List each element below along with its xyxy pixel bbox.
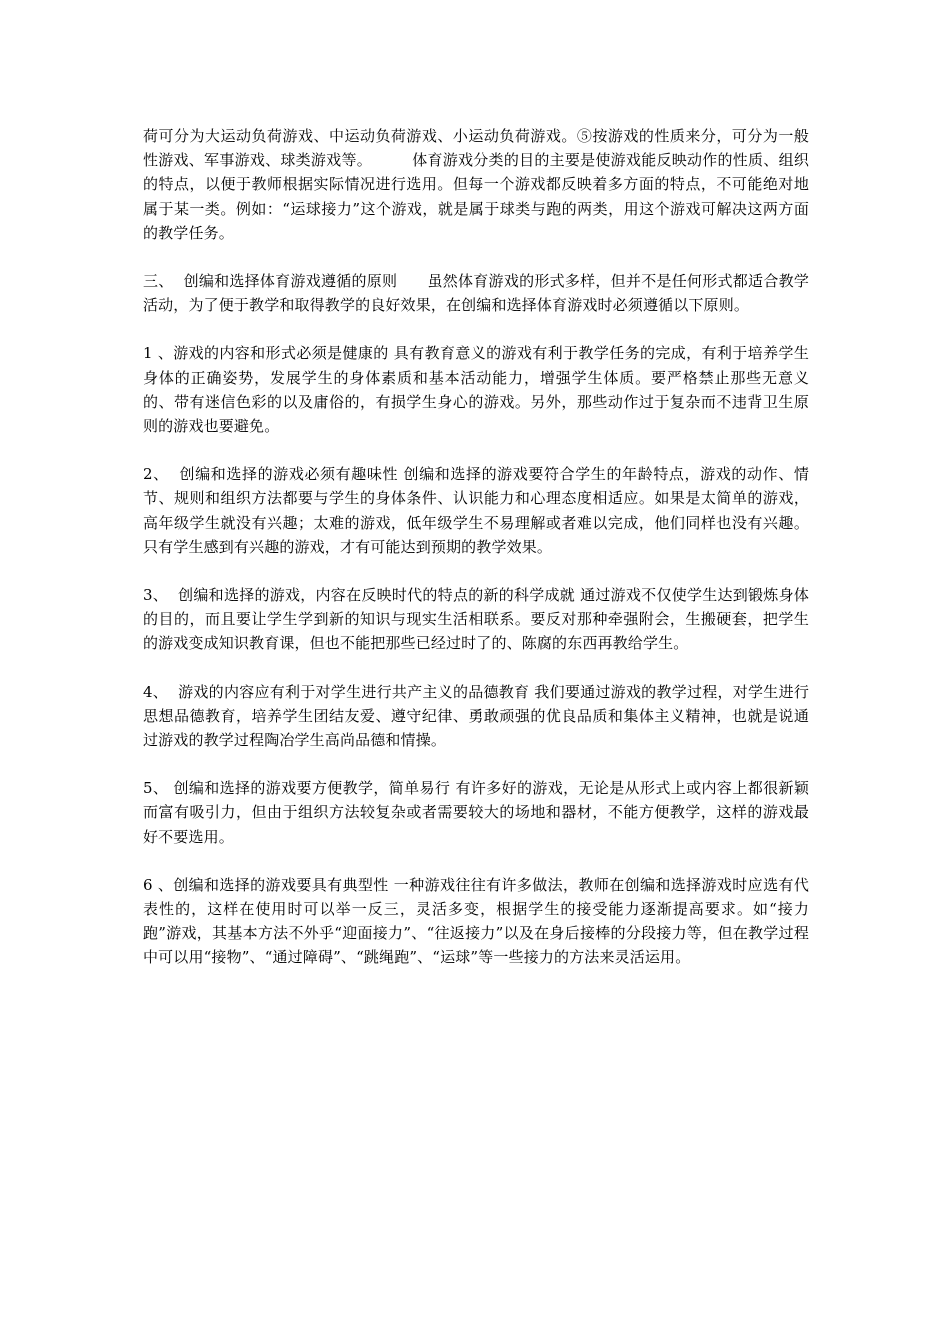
- paragraph-principle-4: 4、 游戏的内容应有利于对学生进行共产主义的品德教育 我们要通过游戏的教学过程，对学生进行思想品德教育，培养学生团结友爱、遵守纪律、勇敢顽强的优良品质和集体主义精神，也就是说通过游戏的教学过程陶冶学生高尚品德和情操。: [143, 682, 809, 750]
- paragraph-section-three-heading: 三、 创编和选择体育游戏遵循的原则 虽然体育游戏的形式多样，但并不是任何形式都适合教学活动，为了便于教学和取得教学的良好效果，在创编和选择体育游戏时必须遵循以下原则。: [143, 272, 809, 315]
- paragraph-principle-3: 3、 创编和选择的游戏，内容在反映时代的特点的新的科学成就 通过游戏不仅使学生达到锻炼身体的目的，而且要让学生学到新的知识与现实生活相联系。要反对那种牵强附会，生搬硬套，把学生的游戏变成知识教育课，但也不能把那些已经过时了的、陈腐的东西再教给学生。: [143, 586, 809, 653]
- paragraph-principle-1: 1 、游戏的内容和形式必须是健康的 具有教育意义的游戏有利于教学任务的完成，有利于培养学生身体的正确姿势，发展学生的身体素质和基本活动能力，增强学生体质。要严格禁止那些无意义的、带有迷信色彩的以及庸俗的，有损学生身心的游戏。另外，那些动作过于复杂而不违背卫生原则的游戏也要避免。: [143, 344, 809, 436]
- paragraph-principle-5: 5、 创编和选择的游戏要方便教学，简单易行 有许多好的游戏，无论是从形式上或内容上都很新颖而富有吸引力，但由于组织方法较复杂或者需要较大的场地和器材，不能方便教学，这样的游戏最好不要选用。: [143, 779, 809, 846]
- paragraph-game-classification: 荷可分为大运动负荷游戏、中运动负荷游戏、小运动负荷游戏。⑤按游戏的性质来分，可分为一般性游戏、军事游戏、球类游戏等。 体育游戏分类的目的主要是使游戏能反映动作的性质、组织的特点，以便于教师根据实际情况进行选用。但每一个游戏都反映着多方面的特点，不可能绝对地属于某一类。例如：“运球接力”这个游戏，就是属于球类与跑的两类，用这个游戏可解决这两方面的教学任务。: [143, 127, 809, 242]
- paragraph-principle-2: 2、 创编和选择的游戏必须有趣味性 创编和选择的游戏要符合学生的年龄特点，游戏的动作、情节、规则和组织方法都要与学生的身体条件、认识能力和心理态度相适应。如果是太简单的游戏，高年级学生就没有兴趣；太难的游戏，低年级学生不易理解或者难以完成，他们同样也没有兴趣。只有学生感到有兴趣的游戏，才有可能达到预期的教学效果。: [143, 465, 809, 556]
- paragraph-principle-6: 6 、创编和选择的游戏要具有典型性 一种游戏往往有许多做法，教师在创编和选择游戏时应选有代表性的，这样在使用时可以举一反三，灵活多变，根据学生的接受能力逐渐提高要求。如“接力跑”游戏，其基本方法不外乎“迎面接力”、“往返接力”以及在身后接棒的分段接力等，但在教学过程中可以用“接物”、“通过障碍”、“跳绳跑”、“运球”等一些接力的方法来灵活运用。: [143, 875, 809, 967]
- document-body: [143, 124, 809, 994]
